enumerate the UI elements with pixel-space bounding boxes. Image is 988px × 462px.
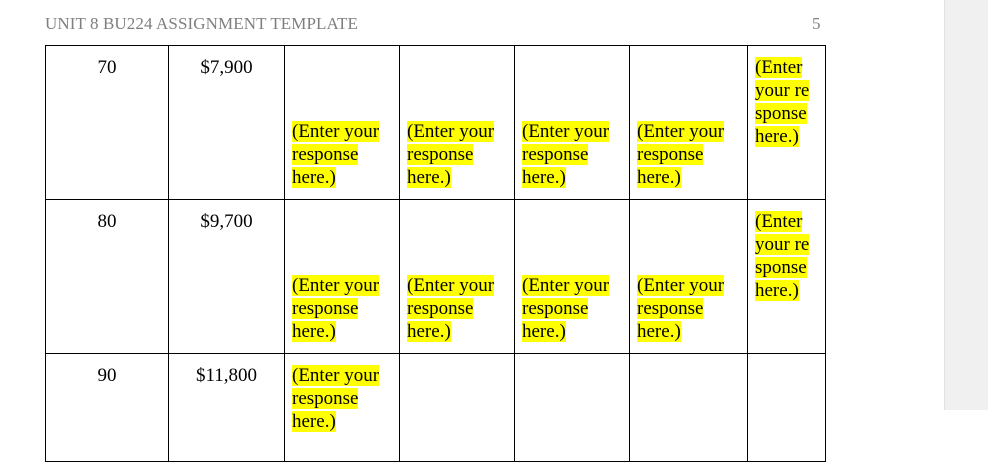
cost-cell[interactable]: $7,900 — [169, 46, 285, 200]
response-cell[interactable] — [400, 46, 515, 200]
response-cell[interactable] — [285, 46, 400, 200]
response-placeholder[interactable]: (Enter your response here.) — [292, 121, 380, 188]
response-cell[interactable] — [630, 46, 748, 200]
response-placeholder[interactable]: (Enter your response here.) — [522, 121, 610, 188]
response-cell[interactable] — [515, 200, 630, 354]
empty-cell[interactable] — [630, 354, 748, 462]
table-row — [46, 46, 826, 200]
table-row — [46, 354, 826, 462]
units-cell[interactable]: 90 — [46, 354, 169, 462]
response-placeholder[interactable]: (Enter your response here.) — [637, 121, 725, 188]
response-cell[interactable] — [285, 354, 400, 462]
empty-cell[interactable] — [400, 354, 515, 462]
response-cell[interactable] — [400, 200, 515, 354]
response-placeholder[interactable]: (Enter your response here.) — [292, 365, 380, 432]
response-placeholder[interactable]: (Enter your response here.) — [407, 275, 495, 342]
response-placeholder[interactable]: (Enter your response here.) — [637, 275, 725, 342]
cost-cell[interactable]: $9,700 — [169, 200, 285, 354]
response-placeholder[interactable]: (Enter your response here.) — [755, 57, 810, 147]
data-table — [45, 45, 826, 462]
page-number: 5 — [812, 14, 821, 33]
response-cell[interactable] — [285, 200, 400, 354]
response-placeholder[interactable]: (Enter your response here.) — [407, 121, 495, 188]
response-placeholder[interactable]: (Enter your response here.) — [522, 275, 610, 342]
units-cell[interactable]: 70 — [46, 46, 169, 200]
response-cell[interactable] — [515, 46, 630, 200]
units-cell[interactable]: 80 — [46, 200, 169, 354]
response-placeholder[interactable]: (Enter your response here.) — [755, 211, 810, 301]
empty-cell[interactable] — [748, 354, 826, 462]
page-header-title: UNIT 8 BU224 ASSIGNMENT TEMPLATE — [45, 14, 359, 33]
response-cell[interactable] — [748, 46, 826, 200]
response-cell[interactable] — [630, 200, 748, 354]
cost-cell[interactable]: $11,800 — [169, 354, 285, 462]
table-row — [46, 200, 826, 354]
response-cell[interactable] — [748, 200, 826, 354]
document-gutter — [944, 0, 988, 410]
empty-cell[interactable] — [515, 354, 630, 462]
response-placeholder[interactable]: (Enter your response here.) — [292, 275, 380, 342]
